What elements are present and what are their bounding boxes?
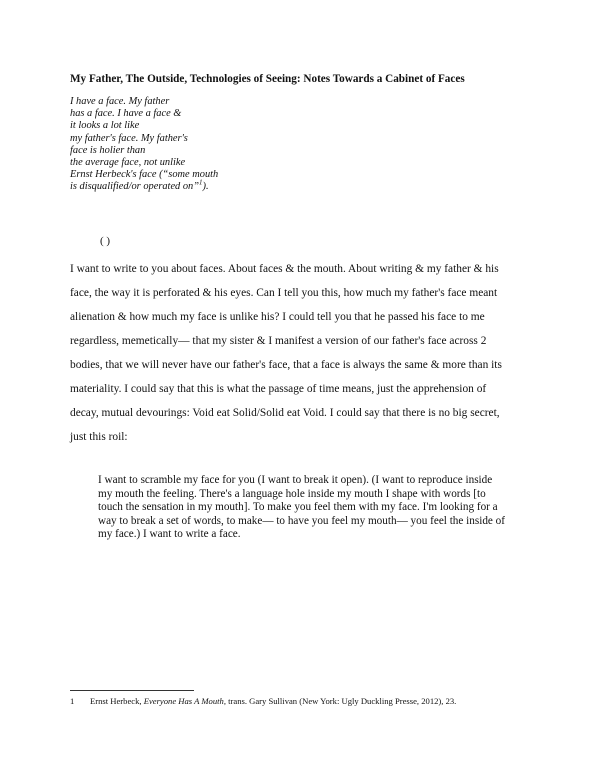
epigraph-line: my father's face. My father's: [70, 132, 188, 144]
body-line: bodies, that we will never have our father's face, that a face is always the same & more than its: [70, 359, 502, 371]
epigraph-line-end: ).: [202, 181, 209, 193]
footnote-book-title: Everyone Has A Mouth: [143, 696, 224, 706]
footnote-number: 1: [70, 696, 75, 706]
block-quote-line: way to break a set of words, to make— to have you feel my mouth— you feel the inside of: [98, 514, 505, 527]
body-line: I want to write to you about faces. About faces & the mouth. About writing & my father & his: [70, 263, 499, 275]
body-line: decay, mutual devourings: Void eat Solid/Solid eat Void. I could say that there is no big secret,: [70, 407, 500, 419]
footnote-author: Ernst Herbeck,: [90, 696, 144, 706]
block-quote-line: my mouth the feeling. There's a language hole inside my mouth I shape with words [to: [98, 487, 486, 500]
footnote: [70, 696, 456, 707]
epigraph-line: Ernst Herbeck's face (“some mouth: [70, 169, 219, 181]
epigraph-line: it looks a lot like: [70, 120, 140, 132]
footnote-citation: , trans. Gary Sullivan (New York: Ugly Duckling Presse, 2012), 23.: [223, 696, 457, 706]
epigraph-line: has a face. I have a face &: [70, 108, 182, 120]
body-line: alienation & how much my face is unlike his? I could tell you that he passed his face to me: [70, 311, 485, 323]
epigraph-line: face is holier than: [70, 144, 146, 156]
body-line: materiality. I could say that this is what the passage of time means, just the apprehension of: [70, 383, 487, 395]
body-line: just this roil:: [70, 431, 128, 443]
block-quote-line: I want to scramble my face for you (I want to break it open). (I want to reproduce inside: [98, 474, 493, 486]
section-marker: ( ): [100, 235, 111, 247]
document-title: My Father, The Outside, Technologies of Seeing: Notes Towards a Cabinet of Faces: [70, 73, 465, 85]
epigraph-line-text: is disqualified/or operated on”: [70, 181, 200, 193]
footnote-reference[interactable]: 1: [199, 178, 203, 187]
footnote-separator: [70, 690, 194, 691]
epigraph: [70, 96, 370, 194]
block-quote-line: my face.) I want to write a face.: [98, 528, 241, 541]
epigraph-line: the average face, not unlike: [70, 157, 186, 169]
body-line: face, the way it is perforated & his eyes. Can I tell you this, how much my father's face meant: [70, 287, 498, 299]
body-line: regardless, memetically— that my sister & I manifest a version of our father's face across 2: [70, 335, 487, 347]
epigraph-last-line: [70, 178, 370, 193]
body-paragraph: [70, 257, 540, 449]
block-quote-line: touch the sensation in my mouth]. To make you feel them with my face. I'm looking for a: [98, 501, 498, 514]
block-quote: [98, 474, 538, 542]
epigraph-line: I have a face. My father: [70, 96, 170, 107]
